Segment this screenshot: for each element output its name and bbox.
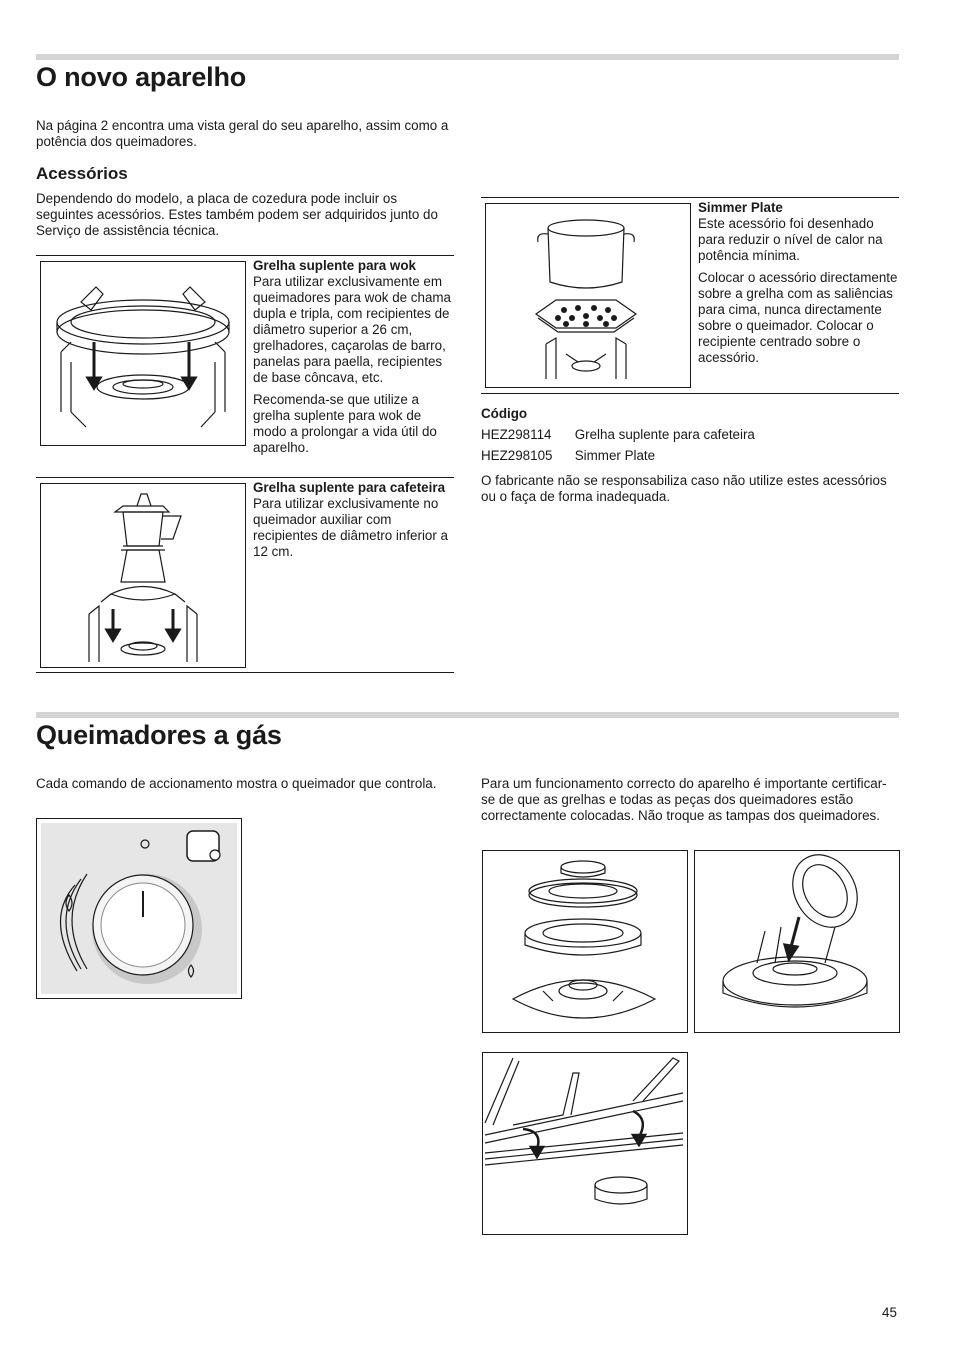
divider	[481, 393, 899, 394]
section-bar-top	[36, 54, 899, 60]
burners-left-text: Cada comando de accionamento mostra o queimador que controla.	[36, 776, 437, 791]
code-row	[481, 427, 755, 443]
wok-title: Grelha suplente para wok	[253, 258, 416, 273]
page-number: 45	[882, 1305, 897, 1320]
code-value: HEZ298105	[481, 448, 553, 463]
code-heading: Código	[481, 406, 528, 421]
grill-placement-figure	[482, 1052, 688, 1235]
burner-assembly-figure	[694, 850, 900, 1033]
code-description: Simmer Plate	[574, 448, 656, 463]
coffee-text	[253, 480, 453, 566]
simmer-title: Simmer Plate	[698, 200, 783, 215]
wok-grill-figure	[40, 261, 246, 446]
intro-text: Na página 2 encontra uma vista geral do seu aparelho, assim como a potência dos queimadores.	[36, 118, 449, 149]
wok-text	[253, 258, 453, 462]
burner-parts-figure	[482, 850, 688, 1033]
divider	[36, 255, 454, 256]
burners-right-text: Para um funcionamento correcto do aparelho é importante certificar-se de que as grelhas e todas as peças dos queimadores estão correctamente colocadas. Não troque as tampas dos queimadores.	[481, 776, 887, 823]
wok-paragraph-2: Recomenda-se que utilize a grelha suplente para wok de modo a prolongar a vida útil do aparelho.	[253, 392, 437, 455]
coffee-title: Grelha suplente para cafeteira	[253, 480, 446, 495]
divider	[36, 672, 454, 673]
code-description: Grelha suplente para cafeteira	[574, 427, 755, 442]
coffee-grill-figure	[40, 483, 246, 668]
simmer-paragraph-1: Este acessório foi desenhado para reduzir o nível de calor na potência mínima.	[698, 216, 883, 263]
manufacturer-note: O fabricante não se responsabiliza caso não utilize estes acessórios ou o faça de forma inadequada.	[481, 473, 887, 504]
accessories-heading: Acessórios	[36, 164, 128, 183]
coffee-paragraph-1: Para utilizar exclusivamente no queimador auxiliar com recipientes de diâmetro inferior a 12 cm.	[253, 496, 449, 559]
divider	[36, 477, 454, 478]
simmer-text	[698, 200, 898, 372]
page-title: O novo aparelho	[36, 62, 247, 92]
simmer-paragraph-2: Colocar o acessório directamente sobre a grelha com as saliências para cima, nunca directamente sobre o queimador. Colocar o recipiente centrado sobre o acessório.	[698, 270, 898, 365]
control-knob-figure	[36, 818, 242, 999]
code-row	[481, 448, 655, 464]
section-title-burners: Queimadores a gás	[36, 720, 282, 750]
accessories-intro: Dependendo do modelo, a placa de cozedura pode incluir os seguintes acessórios. Estes também podem ser adquiridos junto do Serviço de assistência técnica.	[36, 191, 438, 238]
divider	[481, 197, 899, 198]
simmer-plate-figure	[485, 203, 691, 388]
code-value: HEZ298114	[481, 427, 552, 442]
wok-paragraph-1: Para utilizar exclusivamente em queimadores para wok de chama dupla e tripla, com recipientes de diâmetro superior a 26 cm, grelhadores, caçarolas de barro, panelas para paella, recipientes de base côncava, etc.	[253, 274, 451, 385]
section-bar-burners	[36, 712, 899, 718]
